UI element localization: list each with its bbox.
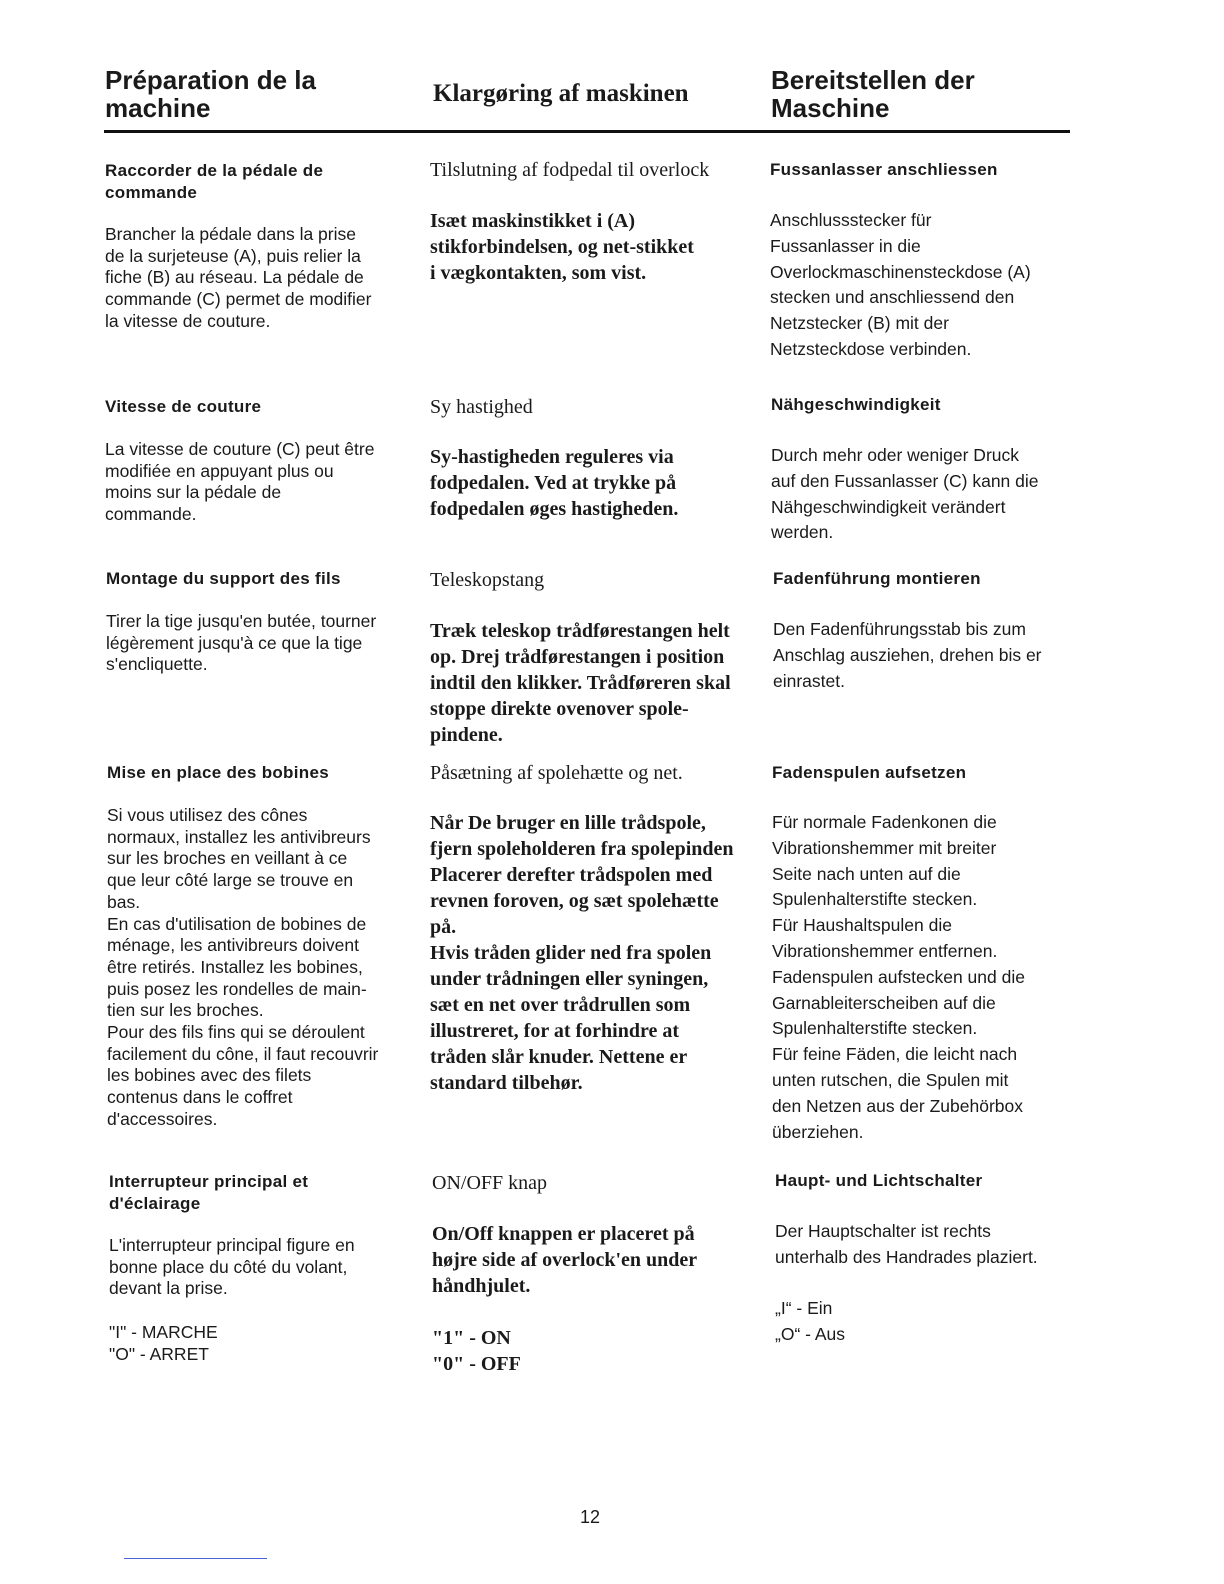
footer-line	[124, 1558, 267, 1559]
section-5-switch-states-de: „I“ - Ein „O“ - Aus	[775, 1298, 846, 1344]
section-4-body-fr: Si vous utilisez des cônes normaux, installez les antivibreurs sur les broches en veillant à ce que leur côté large se trouve en bas. En cas d'utilisation de bobines de ménage, les antivibreurs doivent être retirés. Installez les bobines, puis posez les rondelles de main- tien sur les broches. Pour des fils fins qui se déroulent facilement du cône, il faut recouvrir les bobines avec des filets contenus dans le coffret d'accessoires.	[107, 805, 379, 1129]
section-5-heading-da: ON/OFF knap	[432, 1172, 548, 1194]
header-rule	[104, 130, 1070, 133]
title-de: Bereitstellen der Maschine	[771, 65, 975, 123]
section-2-body-de: Durch mehr oder weniger Druck auf den Fussanlasser (C) kann die Nähgeschwindigkeit verändert werden.	[771, 445, 1039, 543]
section-4-heading-fr: Mise en place des bobines	[107, 763, 329, 782]
section-1-heading-de: Fussanlasser anschliessen	[770, 160, 998, 179]
section-5-heading-de: Haupt- und Lichtschalter	[775, 1171, 983, 1190]
section-1-body-da: Isæt maskinstikket i (A) stikforbindelsen, og net-stikket i vægkontakten, som vist.	[430, 210, 694, 284]
section-5-heading-fr: Interrupteur principal et d'éclairage	[109, 1172, 309, 1213]
section-2-heading-da: Sy hastighed	[430, 396, 533, 418]
section-5-body-de: Der Hauptschalter ist rechts unterhalb des Handrades plaziert.	[775, 1221, 1038, 1267]
section-4-heading-da: Påsætning af spolehætte og net.	[430, 762, 683, 784]
section-3-body-fr: Tirer la tige jusqu'en butée, tourner légèrement jusqu'à ce que la tige s'encliquette.	[106, 611, 377, 675]
section-2-body-da: Sy-hastigheden reguleres via fodpedalen. Ved at trykke på fodpedalen øges hastigheden.	[430, 446, 679, 520]
section-5-switch-states-da: "1" - ON "0" - OFF	[432, 1327, 521, 1375]
section-4-body-da: Når De bruger en lille trådspole, fjern spoleholderen fra spolepinden Placerer derefter trådspolen med revnen foroven, og sæt spolehætte på. Hvis tråden glider ned fra spolen under trådningen eller syningen, sæt en net over trådrullen som illustreret, for at forhindre at tråden slår knuder. Nettene er standard tilbehør.	[430, 812, 734, 1094]
title-da: Klargøring af maskinen	[433, 80, 689, 107]
section-2-body-fr: La vitesse de couture (C) peut être modifiée en appuyant plus ou moins sur la pédale de commande.	[105, 439, 375, 525]
section-1-heading-fr: Raccorder de la pédale de commande	[105, 161, 324, 202]
section-4-body-de: Für normale Fadenkonen die Vibrationshemmer mit breiter Seite nach unten auf die Spulenhalterstifte stecken. Für Haushaltspulen die Vibrationshemmer entfernen. Fadenspulen aufstecken und die Garnableiterscheiben auf die Spulenhalterstifte stecken. Für feine Fäden, die leicht nach unten rutschen, die Spulen mit den Netzen aus der Zubehörbox überziehen.	[772, 812, 1025, 1142]
section-5-body-fr: L'interrupteur principal figure en bonne place du côté du volant, devant la prise.	[109, 1235, 355, 1299]
section-3-body-da: Træk teleskop trådførestangen helt op. Drej trådførestangen i position indtil den klikker. Trådføreren skal stoppe direkte ovenover spole- pindene.	[430, 620, 731, 746]
section-3-heading-fr: Montage du support des fils	[106, 569, 341, 588]
section-2-heading-fr: Vitesse de couture	[105, 397, 262, 416]
section-1-heading-da: Tilslutning af fodpedal til overlock	[430, 159, 710, 181]
section-5-body-da: On/Off knappen er placeret på højre side af overlock'en under håndhjulet.	[432, 1223, 698, 1297]
section-5-switch-states-fr: "I" - MARCHE "O" - ARRET	[109, 1322, 218, 1364]
section-2-heading-de: Nähgeschwindigkeit	[771, 395, 941, 414]
page-number: 12	[580, 1507, 601, 1527]
title-fr: Préparation de la machine	[105, 65, 316, 123]
section-3-heading-de: Fadenführung montieren	[773, 569, 981, 588]
section-4-heading-de: Fadenspulen aufsetzen	[772, 763, 967, 782]
section-3-body-de: Den Fadenführungsstab bis zum Anschlag ausziehen, drehen bis er einrastet.	[773, 619, 1042, 691]
section-1-body-de: Anschlussstecker für Fussanlasser in die Overlockmaschinensteckdose (A) stecken und anschliessend den Netzstecker (B) mit der Netzsteckdose verbinden.	[770, 210, 1031, 359]
section-1-body-fr: Brancher la pédale dans la prise de la surjeteuse (A), puis relier la fiche (B) au réseau. La pédale de commande (C) permet de modifier la vitesse de couture.	[105, 224, 372, 331]
section-3-heading-da: Teleskopstang	[430, 569, 545, 591]
